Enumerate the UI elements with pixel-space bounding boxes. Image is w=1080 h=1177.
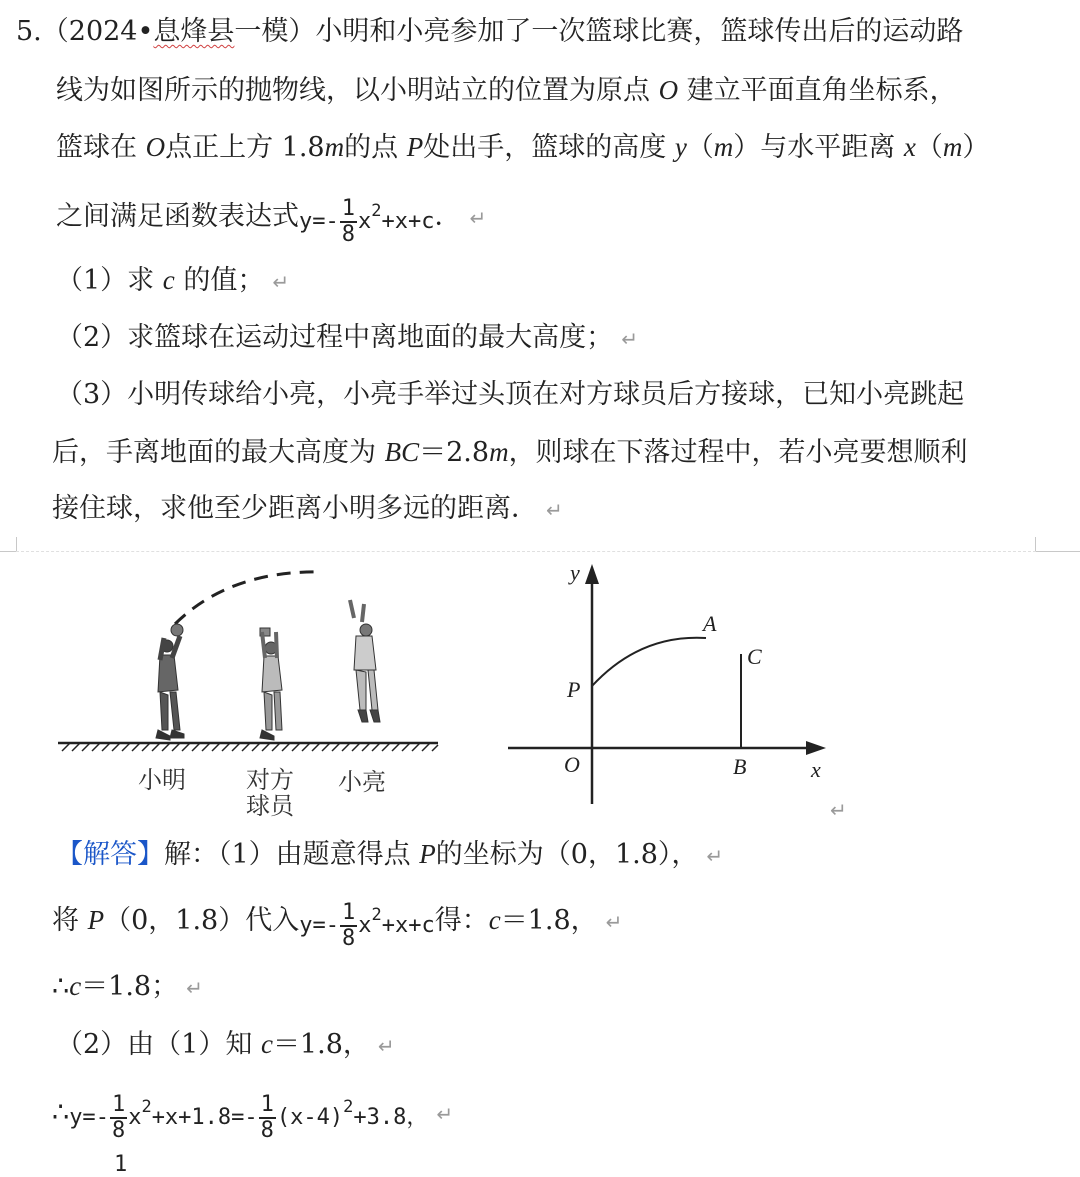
basketball-scene-figure (50, 560, 450, 760)
page-margin-marker-left (0, 537, 17, 552)
player-defender-icon (260, 628, 282, 740)
point-label-b: B (733, 754, 747, 779)
label-defender-2: 球员 (246, 792, 294, 820)
solution-line-1: 【解答】解：（1）由题意得点 P的坐标为（0，1.8）， ↵ (56, 839, 724, 870)
basketball-icon (171, 624, 183, 636)
label-xiaoliang: 小亮 (338, 768, 386, 796)
question-3-line-3: 接住球，求他至少距离小明多远的距离． ↵ (52, 493, 563, 524)
player-xiaoliang-icon (350, 600, 380, 722)
point-label-p: P (567, 677, 581, 702)
return-mark-icon: ↵ (436, 1102, 454, 1126)
problem-source-exam: 一模 (234, 16, 289, 47)
point-label-o: O (564, 752, 580, 777)
axis-label-x: x (811, 757, 821, 782)
point-label-a: A (703, 611, 717, 636)
page-break-line (16, 551, 1036, 552)
point-label-c: C (747, 644, 762, 669)
return-mark-icon: ↵ (272, 270, 290, 294)
solution-line-5: ∴y=- $\frac{1}{8}$ $x^2+x+1.8=-$ $\frac{1}{8}$ $(x-4)^2+3.8$， ↵ (52, 1084, 453, 1143)
problem-source-year: 2024• (68, 16, 154, 47)
problem-line-4: 之间满足函数表达式y=- $\frac{1}{8}$ $x^2+x+c$． ↵ (56, 188, 486, 247)
problem-line-3: 篮球在 O点正上方 1.8m的点 P处出手，篮球的高度 y（m）与水平距离 x（m） (56, 132, 990, 163)
vertex-form-formula: y=- $\frac{1}{8}$ $x^2+x+1.8=-$ $\frac{1}{8}$ $(x-4)^2+3.8$， (69, 1092, 429, 1143)
question-3-line-1: （3）小明传球给小亮，小亮手举过头顶在对方球员后方接球，已知小亮跳起 (56, 379, 965, 410)
fraction-one-eighth: $\frac{1}{8}$ (260, 1092, 274, 1143)
return-mark-icon: ↵ (186, 976, 203, 1000)
answer-tag: 【解答】 (56, 839, 164, 870)
solution-line-6-partial: 1 (114, 1152, 128, 1177)
y-axis-arrow-icon (585, 564, 599, 584)
fraction-one-eighth: $\frac{1}{8}$ (111, 1092, 126, 1143)
return-mark-icon: ↵ (469, 206, 487, 230)
return-mark-icon: ↵ (377, 1034, 395, 1058)
fraction-one-eighth: $\frac{1}{8}$ (341, 196, 355, 247)
fraction-one-eighth: $\frac{1}{8}$ (341, 900, 356, 951)
solution-line-4: （2）由（1）知 c＝1.8， ↵ (56, 1029, 395, 1060)
solution-line-3: ∴c＝1.8； ↵ (52, 971, 203, 1002)
parabola-curve (592, 638, 706, 686)
player-xiaoming-icon (156, 624, 184, 740)
return-mark-icon: ↵ (706, 844, 724, 868)
return-mark-icon: ↵ (605, 910, 623, 934)
problem-line-2: 线为如图所示的抛物线，以小明站立的位置为原点 O 建立平面直角坐标系， (56, 75, 957, 106)
page-margin-marker-right (1035, 537, 1080, 552)
ball-trajectory (175, 572, 322, 624)
label-xiaoming: 小明 (138, 766, 186, 794)
solution-line-2: 将 P（0，1.8）代入y=- $\frac{1}{8}$ $x^2+x+c$得：c＝1.8， ↵ (52, 892, 622, 951)
problem-source-place: 息烽县 (153, 16, 235, 47)
question-3-line-2: 后，手离地面的最大高度为 BC＝2.8m，则球在下落过程中，若小亮要想顺利 (52, 437, 968, 468)
return-mark-icon: ↵ (621, 327, 638, 351)
coordinate-graph-figure (500, 560, 840, 810)
question-1: （1）求 c 的值； ↵ (56, 265, 290, 296)
return-mark-icon: ↵ (546, 498, 563, 522)
function-formula: y=- $\frac{1}{8}$ $x^2+x+c$ (299, 196, 435, 247)
problem-number: 5. (16, 16, 42, 47)
problem-line-1: 5.（2024•息烽县一模）小明和小亮参加了一次篮球比赛，篮球传出后的运动路 (16, 16, 964, 47)
question-2: （2）求篮球在运动过程中离地面的最大高度； ↵ (56, 322, 638, 353)
x-axis-arrow-icon (806, 741, 826, 755)
axis-label-y: y (570, 560, 580, 585)
function-formula: y=- $\frac{1}{8}$ $x^2+x+c$ (299, 900, 435, 951)
return-mark-icon: ↵ (830, 798, 847, 822)
label-defender-1: 对方 (246, 766, 294, 794)
